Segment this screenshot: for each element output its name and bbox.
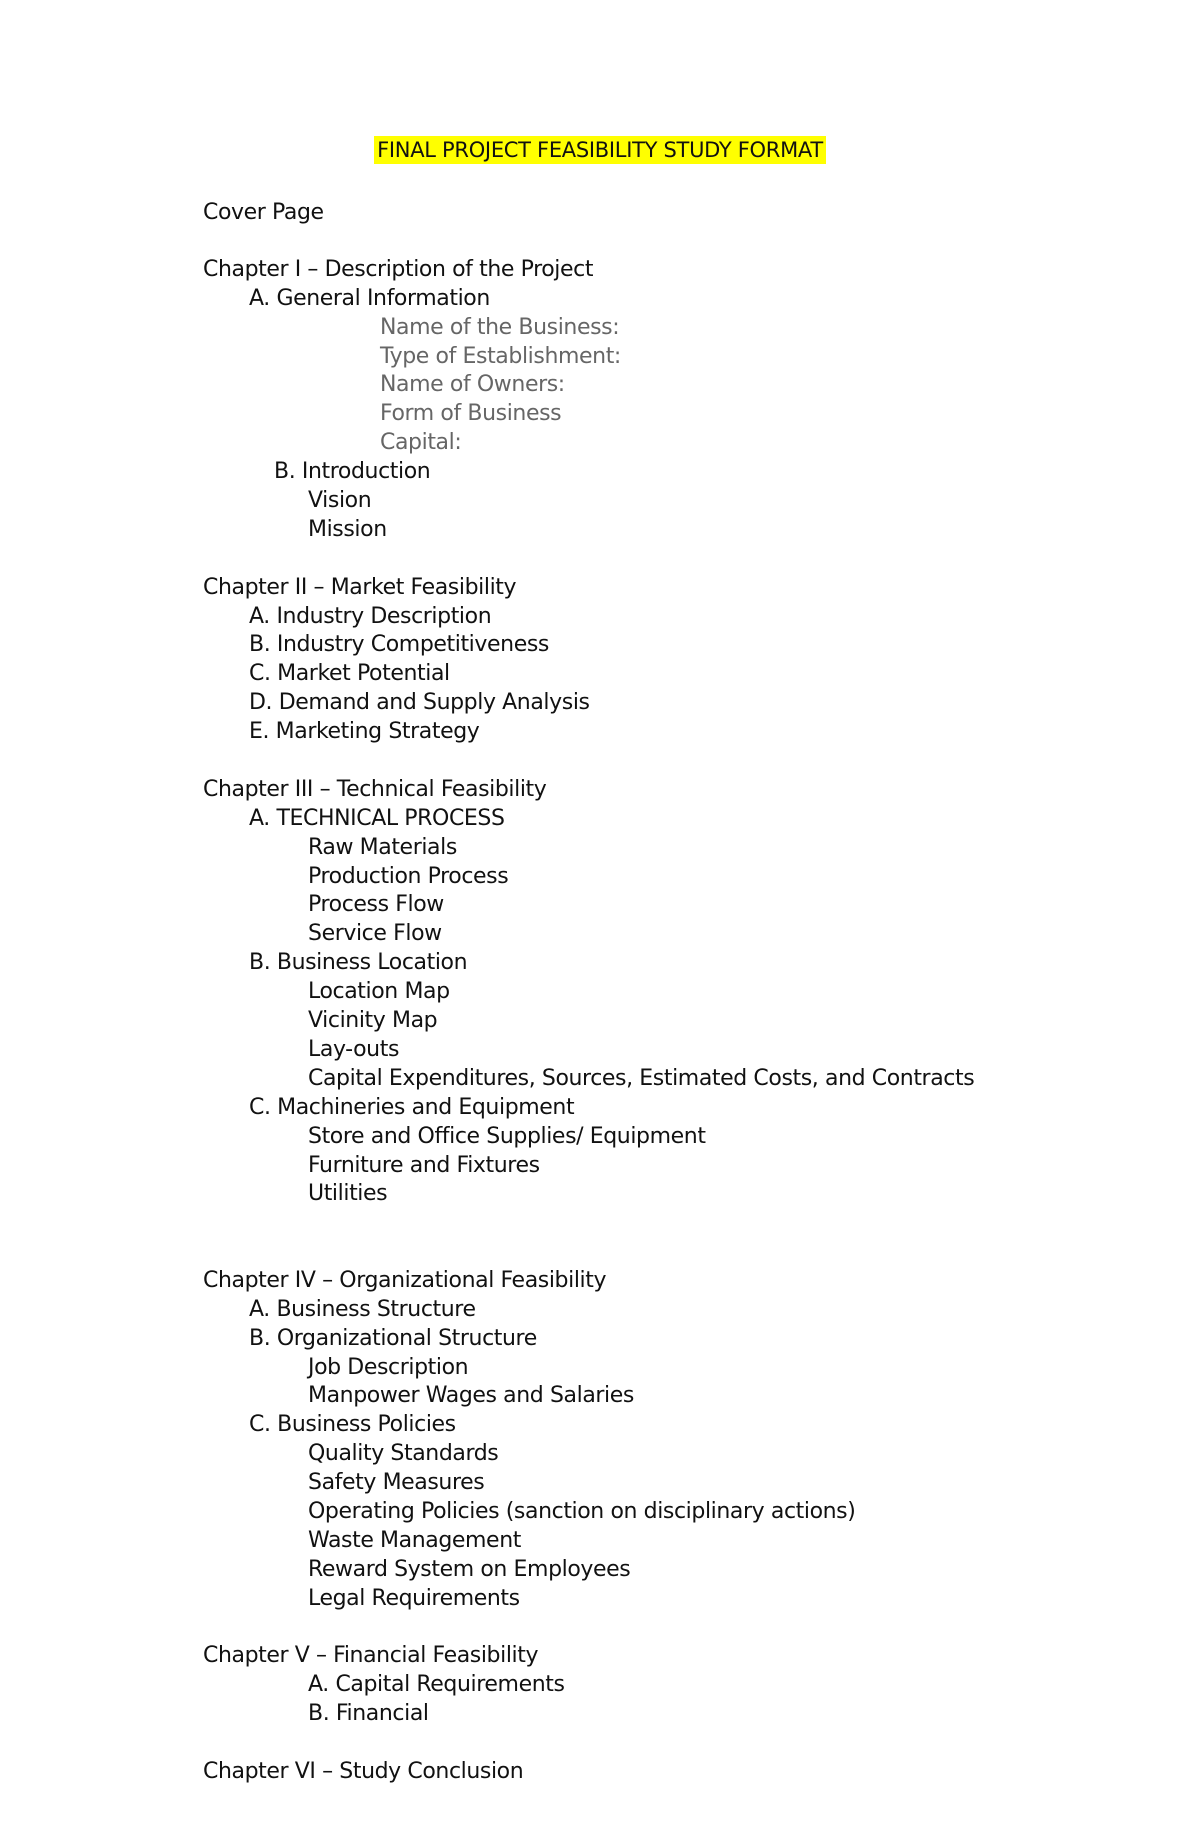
field-label: Type of Establishment: <box>380 344 621 369</box>
chapter-2-heading: Chapter II – Market Feasibility <box>203 575 517 600</box>
list-item: B. Industry Competitiveness <box>249 632 549 657</box>
chapter-4-section-c: C. Business Policies <box>249 1412 456 1437</box>
list-item: Legal Requirements <box>308 1586 520 1611</box>
chapter-3-section-c: C. Machineries and Equipment <box>249 1095 575 1120</box>
list-item: Vision <box>308 488 372 513</box>
list-item: Operating Policies (sanction on disciplinary actions) <box>308 1499 856 1524</box>
list-item: Mission <box>308 517 387 542</box>
chapter-3-section-b: B. Business Location <box>249 950 468 975</box>
list-item: Safety Measures <box>308 1470 485 1495</box>
list-item: Lay-outs <box>308 1037 400 1062</box>
document-title: FINAL PROJECT FEASIBILITY STUDY FORMAT <box>374 136 826 164</box>
list-item: Furniture and Fixtures <box>308 1153 540 1178</box>
list-item: Reward System on Employees <box>308 1557 631 1582</box>
list-item: Location Map <box>308 979 450 1004</box>
field-label: Name of Owners: <box>380 372 565 397</box>
chapter-5-heading: Chapter V – Financial Feasibility <box>203 1643 539 1668</box>
list-item: Job Description <box>308 1355 469 1380</box>
chapter-1-heading: Chapter I – Description of the Project <box>203 257 594 282</box>
list-item: Service Flow <box>308 921 442 946</box>
field-label: Form of Business <box>380 401 562 426</box>
chapter-3-section-a: A. TECHNICAL PROCESS <box>249 806 505 831</box>
chapter-4-section-b: B. Organizational Structure <box>249 1326 537 1351</box>
cover-page-heading: Cover Page <box>203 200 324 225</box>
list-item: Manpower Wages and Salaries <box>308 1383 634 1408</box>
list-item: Capital Expenditures, Sources, Estimated Costs, and Contracts <box>308 1066 975 1091</box>
chapter-6-heading: Chapter VI – Study Conclusion <box>203 1759 524 1784</box>
list-item: Production Process <box>308 864 509 889</box>
chapter-3-heading: Chapter III – Technical Feasibility <box>203 777 547 802</box>
list-item: A. Industry Description <box>249 604 492 629</box>
list-item: A. Capital Requirements <box>308 1672 565 1697</box>
chapter-1-section-b: B. Introduction <box>274 459 431 484</box>
list-item: B. Financial <box>308 1701 429 1726</box>
title-container <box>0 138 1200 162</box>
list-item: Vicinity Map <box>308 1008 438 1033</box>
chapter-1-section-a: A. General Information <box>249 286 490 311</box>
list-item: E. Marketing Strategy <box>249 719 480 744</box>
list-item: C. Market Potential <box>249 661 450 686</box>
field-label: Capital: <box>380 430 462 455</box>
list-item: D. Demand and Supply Analysis <box>249 690 590 715</box>
field-label: Name of the Business: <box>380 315 620 340</box>
chapter-4-heading: Chapter IV – Organizational Feasibility <box>203 1268 607 1293</box>
chapter-4-section-a: A. Business Structure <box>249 1297 476 1322</box>
list-item: Waste Management <box>308 1528 521 1553</box>
list-item: Process Flow <box>308 892 444 917</box>
list-item: Raw Materials <box>308 835 457 860</box>
list-item: Store and Office Supplies/ Equipment <box>308 1124 706 1149</box>
list-item: Quality Standards <box>308 1441 499 1466</box>
list-item: Utilities <box>308 1181 388 1206</box>
